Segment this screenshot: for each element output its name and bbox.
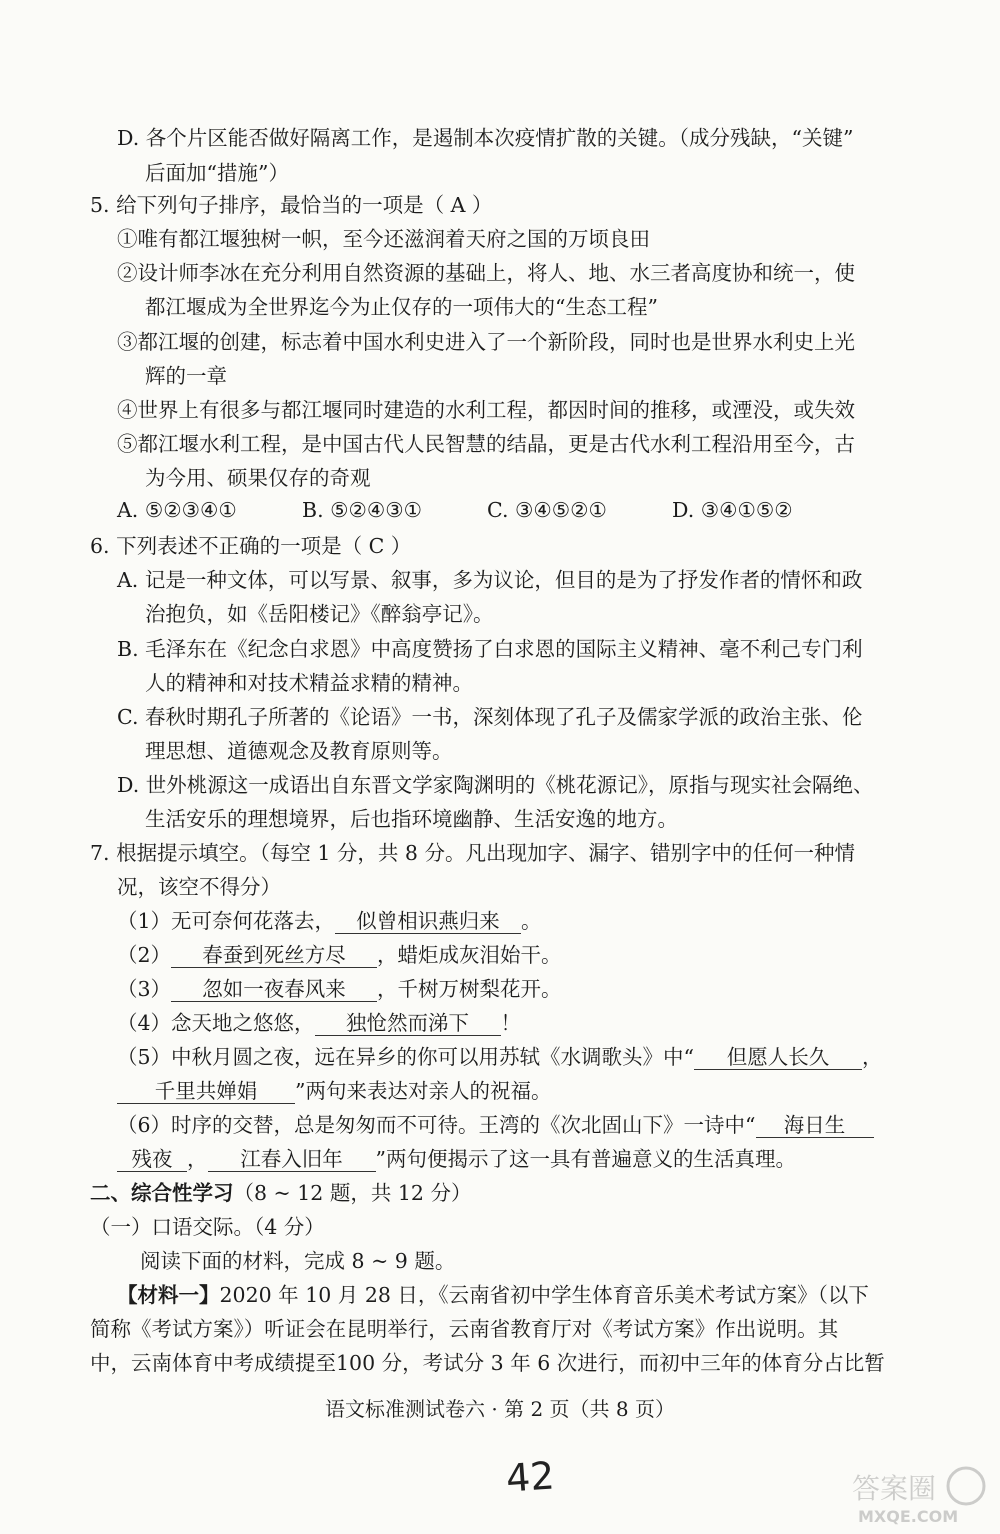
- page-footer: 语文标准测试卷六 · 第 2 页（共 8 页）: [325, 1397, 675, 1421]
- q5-stem: 5. 给下列句子排序，最恰当的一项是（ A ）: [90, 193, 493, 217]
- material-1-line3: 中，云南体育中考成绩提至100 分，考试分 3 年 6 次进行，而初中三年的体育分占比暂: [90, 1351, 885, 1375]
- q7-item-5-answer-2: 千里共婵娟: [117, 1081, 295, 1104]
- q6-option-c-line2: 理思想、道德观念及教育原则等。: [145, 739, 453, 763]
- part2-heading: [90, 1183, 471, 1204]
- material-1-line1: [117, 1285, 869, 1306]
- q5-sentence-2a: ②设计师李冰在充分利用自然资源的基础上，将人、地、水三者高度协和统一，使: [117, 261, 855, 285]
- q7-item-5-line2: [117, 1081, 551, 1104]
- q5-option-d: D. ③④①⑤②: [672, 498, 793, 522]
- part2-subsection: （一）口语交际。（4 分）: [90, 1215, 325, 1239]
- q7-item-3: [117, 979, 562, 1002]
- watermark-url: MXQE.COM: [858, 1507, 959, 1526]
- q7-item-5-end: ”两句来表达对亲人的祝福。: [295, 1079, 552, 1103]
- q5-sentence-5a: ⑤都江堰水利工程，是中国古代人民智慧的结晶，更是古代水利工程沿用至今，古: [117, 432, 855, 456]
- part2-intro: 阅读下面的材料，完成 8 ~ 9 题。: [140, 1249, 456, 1273]
- q7-item-6-end: ”两句便揭示了这一具有普遍意义的生活真理。: [375, 1147, 796, 1171]
- q7-item-2-end: ，蜡炬成灰泪始干。: [377, 943, 562, 967]
- q7-item-4-end: ！: [500, 1011, 522, 1035]
- q7-stem-line2: 况，该空不得分）: [117, 875, 281, 899]
- q7-item-3-end: ，千树万树梨花开。: [377, 977, 562, 1001]
- q6-option-b-line1: B. 毛泽东在《纪念白求恩》中高度赞扬了白求恩的国际主义精神、毫不利己专门利: [117, 637, 863, 661]
- q7-item-3-prompt: （3）: [117, 977, 172, 1001]
- q4-option-d-line1: D. 各个片区能否做好隔离工作，是遏制本次疫情扩散的关键。（成分残缺，“关键”: [117, 126, 854, 150]
- q7-item-2: [117, 945, 562, 968]
- q6-stem: 6. 下列表述不正确的一项是（ C ）: [90, 534, 412, 558]
- q7-stem-line1: 7. 根据提示填空。（每空 1 分，共 8 分。凡出现加字、漏字、错别字中的任何一种情: [90, 841, 855, 865]
- watermark-text: 答案圈: [852, 1472, 937, 1505]
- q7-item-6-comma: ，: [187, 1147, 208, 1171]
- q7-item-6-answer-1b: 残夜: [117, 1149, 187, 1172]
- material-1-text-1: 2020 年 10 月 28 日，《云南省初中学生体育音乐美术考试方案》（以下: [219, 1283, 869, 1307]
- material-1-tag: 【材料一】: [117, 1283, 220, 1307]
- q5-option-a: A. ⑤②③④①: [117, 498, 237, 522]
- q7-item-5-answer-1: 但愿人长久: [694, 1047, 862, 1070]
- q5-sentence-4: ④世界上有很多与都江堰同时建造的水利工程，都因时间的推移，或湮没，或失效: [117, 398, 855, 422]
- q5-option-b: B. ⑤②④③①: [302, 498, 422, 522]
- q4-option-d-line2: 后面加“措施”）: [145, 161, 289, 185]
- q7-item-1-answer: 似曾相识燕归来: [335, 911, 521, 934]
- q7-item-5-line1: [117, 1047, 883, 1070]
- q7-item-6-line1: [117, 1115, 874, 1138]
- q6-option-d-line2: 生活安乐的理想境界，后也指环境幽静、生活安逸的地方。: [145, 807, 678, 831]
- q7-item-4-prompt: （4）念天地之悠悠，: [117, 1011, 315, 1035]
- q5-option-c: C. ③④⑤②①: [487, 498, 607, 522]
- q5-sentence-1: ①唯有都江堰独树一帜，至今还滋润着天府之国的万顷良田: [117, 227, 650, 251]
- q7-item-6-line2: [117, 1149, 796, 1172]
- part2-heading-scope: （8 ~ 12 题，共 12 分）: [233, 1181, 472, 1205]
- q7-item-5-prompt: （5）中秋月圆之夜，远在异乡的你可以用苏轼《水调歌头》中“: [117, 1045, 695, 1069]
- q5-sentence-3b: 辉的一章: [145, 364, 227, 388]
- q7-item-1-prompt: （1）无可奈何花落去，: [117, 909, 336, 933]
- q6-option-a-line1: A. 记是一种文体，可以写景、叙事，多为议论，但目的是为了抒发作者的情怀和政: [117, 568, 863, 592]
- q5-sentence-5b: 为今用、硕果仅存的奇观: [145, 466, 371, 490]
- q5-sentence-3a: ③都江堰的创建，标志着中国水利史进入了一个新阶段，同时也是世界水利史上光: [117, 330, 855, 354]
- q6-option-a-line2: 治抱负，如《岳阳楼记》《醉翁亭记》。: [145, 602, 494, 626]
- q7-item-5-comma: ，: [862, 1045, 883, 1069]
- q7-item-6-answer-1a: 海日生: [756, 1115, 874, 1138]
- q7-item-1-end: 。: [521, 909, 542, 933]
- handwritten-page-number: 42: [504, 1453, 556, 1501]
- q7-item-3-answer: 忽如一夜春风来: [171, 979, 377, 1002]
- part2-heading-title: 二、综合性学习: [90, 1181, 234, 1205]
- q6-option-b-line2: 人的精神和对技术精益求精的精神。: [145, 671, 473, 695]
- q7-item-6-answer-2: 江春入旧年: [208, 1149, 376, 1172]
- q7-item-1: [117, 911, 542, 934]
- q5-sentence-2b: 都江堰成为全世界迄今为止仅存的一项伟大的“生态工程”: [145, 295, 658, 319]
- q7-item-2-answer: 春蚕到死丝方尽: [171, 945, 377, 968]
- q6-option-d-line1: D. 世外桃源这一成语出自东晋文学家陶渊明的《桃花源记》，原指与现实社会隔绝、: [117, 773, 874, 797]
- q7-item-4: [117, 1013, 521, 1036]
- q7-item-2-prompt: （2）: [117, 943, 172, 967]
- q6-option-c-line1: C. 春秋时期孔子所著的《论语》一书，深刻体现了孔子及儒家学派的政治主张、伦: [117, 705, 863, 729]
- material-1-line2: 简称《考试方案》）听证会在昆明举行，云南省教育厅对《考试方案》作出说明。其: [90, 1317, 839, 1341]
- q7-item-4-answer: 独怆然而涕下: [315, 1013, 501, 1036]
- watermark-logo: [848, 1464, 988, 1526]
- q7-item-6-prompt: （6）时序的交替，总是匆匆而不可待。王湾的《次北固山下》一诗中“: [117, 1113, 756, 1137]
